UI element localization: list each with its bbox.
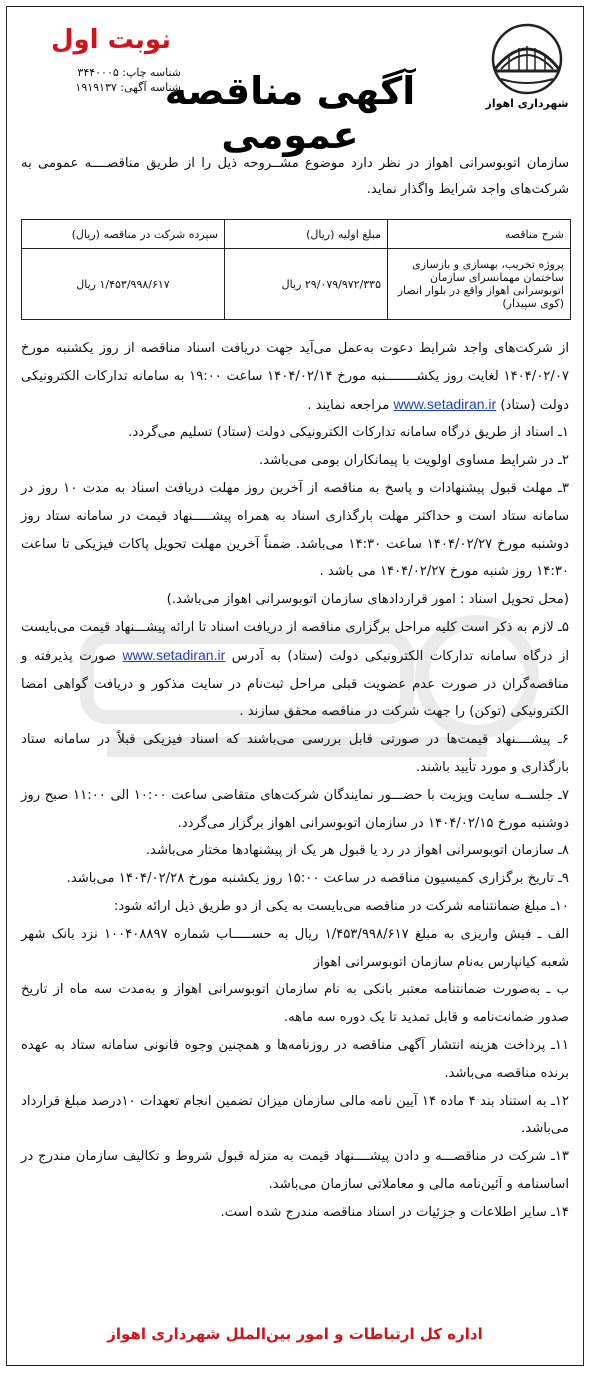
notice-frame: [6, 6, 584, 1366]
item-1: ۱ـ اسناد از طریق درگاه سامانه تدارکات الکترونیکی دولت (ستاد) تسلیم می‌گردد.: [128, 425, 569, 441]
logo-caption: شهرداری اهواز: [485, 97, 569, 110]
table-header-row: [22, 220, 571, 249]
item-5: [21, 614, 569, 726]
item-5-text-a: ۵ـ لازم به ذکر است کلیه مراحل برگزاری مناقصه از دریافت اسناد تا ارائه پیشـــنهاد قیمت می‌بایست از درگاه سامانه تدارکات الکترونیکی دولت (ستاد) به آدرس: [21, 619, 569, 664]
cell-description: پروژه تخریب، بهسازی و بازسازی ساختمان مهمانسرای سازمان اتوبوسرانی اهواز واقع در بلوار انصار (کوی سپیدار): [388, 249, 571, 320]
footer-office: اداره کل ارتباطات و امور بین‌الملل شهرداری اهواز: [107, 1325, 483, 1343]
setad-link-1[interactable]: www.setadiran.ir: [393, 395, 497, 412]
municipality-logo: [479, 21, 575, 113]
intro-paragraph: سازمان اتوبوسرانی اهواز در نظر دارد موضوع مشــروحه ذیل را از طریق مناقصــــه عمومی به شرکت‌های واجد شرایط واگذار نماید.: [21, 156, 569, 197]
item-14: ۱۴ـ سایر اطلاعات و جزئیات در اسناد مناقصه مندرج شده است.: [220, 1204, 569, 1220]
p1-end: مراجعه نمایند .: [307, 397, 390, 413]
item-7: ۷ـ جلســه سایت ویزیت با حضـــور نمایندگان شرکت‌های متقاضی ساعت ۱۰:۰۰ الی ۱۱:۰۰ صبح روز دوشنبه مورخ ۱۴۰۴/۰۲/۱۵ در سازمان اتوبوسرانی اهواز برگزار می‌گردد.: [21, 787, 569, 831]
item-10-b: ب ـ به‌صورت ضمانتنامه معتبر بانکی به نام سازمان اتوبوسرانی اهواز و به‌مدت سه ماه از تاریخ صدور ضمانت‌نامه و قابل تمدید تا یک دوره سه ماهه.: [21, 982, 569, 1026]
item-10-a: الف ـ فیش واریزی به مبلغ ۱/۴۵۳/۹۹۸/۶۱۷ ریال به حســـــاب شماره ۱۰۰۴۰۸۸۹۷ نزد بانک شهر شعبه کیانپارس به‌نام سازمان اتوبوسرانی اهواز: [21, 926, 569, 970]
item-5-text-b: صورت پذیرفته و مناقصه‌گران در صورت عدم عضویت قبلی مراحل ثبت‌نام در سایت مذکور و دریافت گواهی امضا الکترونیکی (توکن) را جهت شرکت در مناقصه محقق سازند .: [21, 648, 569, 720]
round-label: نوبت اول: [50, 25, 171, 55]
cell-amount: ۲۹/۰۷۹/۹۷۲/۳۳۵ ریال: [225, 249, 388, 320]
item-6: ۶ـ پیشــــنهاد قیمت‌ها در صورتی قابل بررسی می‌باشند که اسناد فیزیکی قبلاً در سامانه ستاد بارگذاری و مورد تأیید باشند.: [21, 732, 569, 775]
col-header-description: شرح مناقصه: [388, 220, 571, 249]
item-11: ۱۱ـ پرداخت هزینه انتشار آگهی مناقصه در روزنامه‌ها و همچنین وجوه قانونی سامانه ستاد به عهده برنده مناقصه می‌باشد.: [21, 1037, 569, 1081]
item-13: ۱۳ـ شرکت در مناقصـــه و دادن پیشــــنهاد قیمت به منزله قبول شروط و تکالیف سازمان مندرج در اساسنامه و آئین‌نامه مالی و معاملاتی سازمان می‌باشد.: [21, 1149, 569, 1192]
tender-table: [21, 219, 571, 320]
item-8: ۸ـ سازمان اتوبوسرانی اهواز در رد یا قبول هر یک از پیشنهادها مختار می‌باشد.: [145, 843, 569, 859]
item-2: ۲ـ در شرایط مساوی اولویت با پیمانکاران بومی می‌باشد.: [258, 453, 569, 469]
body-paragraph-1: [21, 335, 569, 419]
ad-id: شناسه آگهی: ۱۹۱۹۱۳۷: [75, 81, 181, 94]
header: [7, 7, 583, 157]
item-10: ۱۰ـ مبلغ ضمانتنامه شرکت در مناقصه می‌بایست به یکی از دو طریق ذیل ارائه شود:: [113, 898, 569, 914]
item-12: ۱۲ـ به استناد بند ۴ ماده ۱۴ آیین نامه مالی سازمان میزان تضمین انجام تعهدات ۱۰درصد مبلغ قرارداد می‌باشد.: [21, 1093, 569, 1137]
page-title: آگهی مناقصه عمومی: [164, 69, 416, 157]
table-row: [22, 249, 571, 320]
item-3-note: (محل تحویل اسناد : امور قراردادهای سازمان اتوبوسرانی اهواز می‌باشد.): [166, 592, 569, 608]
item-3: ۳ـ مهلت قبول پیشنهادات و پاسخ به مناقصه از آخرین روز مهلت دریافت اسناد به مدت ۱۰ روز در سامانه ستاد است و حداکثر مهلت بارگذاری اسناد به همراه پیشـــــنهاد قیمت در سامانه ستاد روز دوشنبه مورخ ۱۴۰۴/۰۲/۲۷ ساعت ۱۴:۳۰ می‌باشد. ضمناً آخرین مهلت تحویل پاکات فیزیکی تا ساعت ۱۴:۳۰ روز شنبه مورخ ۱۴۰۴/۰۲/۲۷ می باشد .: [21, 480, 569, 580]
cell-deposit: ۱/۴۵۳/۹۹۸/۶۱۷ ریال: [22, 249, 225, 320]
print-id: شناسه چاپ: ۳۴۴۰۰۰۵: [77, 66, 181, 79]
p1-text: از شرکت‌های واجد شرایط دعوت به‌عمل می‌آید جهت دریافت اسناد مناقصه از روز یکشنبه مورخ ۱۴۰۴/۰۲/۰۷ لغایت روز یکشــــــــنبه مورخ ۱۴۰۴/۰۲/۱۴ ساعت ۱۹:۰۰ به سامانه تدارکات الکترونیکی دولت (ستاد): [21, 341, 569, 413]
notice-body: [21, 335, 569, 1227]
setad-link-2[interactable]: www.setadiran.ir: [122, 646, 226, 663]
col-header-amount: مبلغ اولیه (ریال): [225, 220, 388, 249]
item-9: ۹ـ تاریخ برگزاری کمیسیون مناقصه در ساعت ۱۵:۰۰ روز یکشنبه مورخ ۱۴۰۴/۰۲/۲۸ می‌باشد.: [66, 871, 569, 887]
bridge-logo-icon: [479, 21, 575, 97]
col-header-deposit: سپرده شرکت در مناقصه (ریال): [22, 220, 225, 249]
